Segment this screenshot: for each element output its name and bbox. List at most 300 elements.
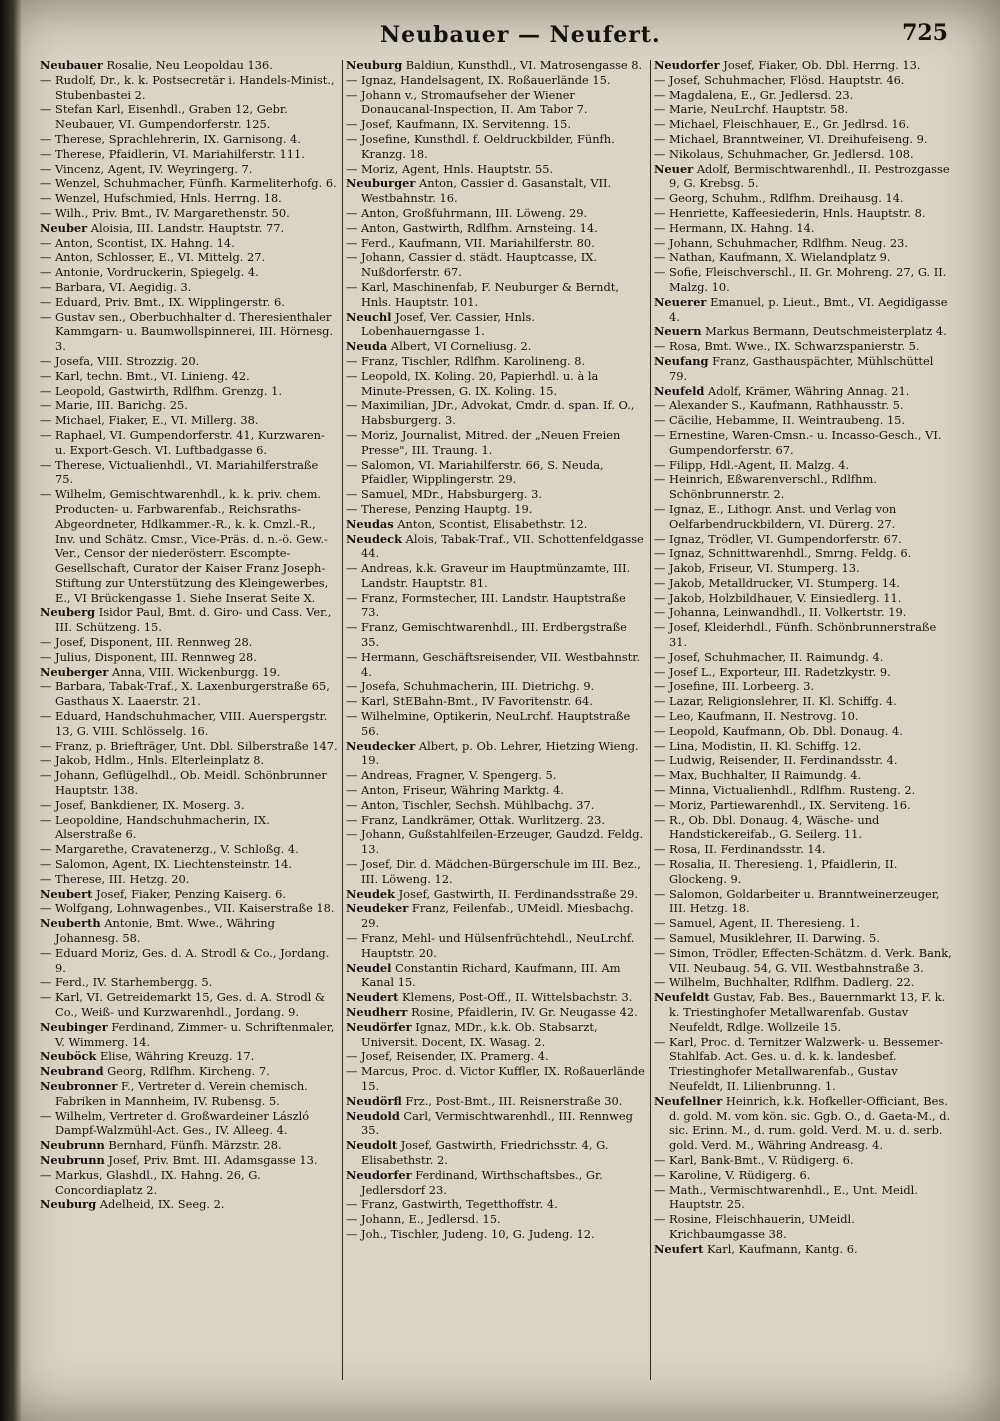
entry-text: Karl, Kaufmann, Kantg. 6.	[706, 1241, 858, 1256]
entry-text: — Karl, Bank-Bmt., V. Rüdigerg. 6.	[654, 1152, 854, 1167]
directory-entry	[346, 176, 646, 206]
entry-surname: Neudorfer	[346, 1167, 412, 1182]
entry-text: — Wilhelm, Vertreter d. Großwardeiner László Dampf-Walzmühl-Act. Ges., IV. Alleeg. 4.	[40, 1108, 310, 1138]
directory-entry	[654, 709, 954, 724]
entry-text: — Franz, Mehl- und Hülsenfrüchtehdl., NeuLrchf. Hauptstr. 20.	[346, 931, 635, 960]
directory-entry	[40, 990, 338, 1020]
entry-text: — Ignaz, Handelsagent, IX. Roßauerlände 15.	[346, 72, 611, 87]
entry-surname: Neufellner	[654, 1093, 723, 1108]
entry-text: Ferdinand, Zimmer- u. Schriftenmaler, V. Wimmerg. 14.	[55, 1019, 335, 1049]
entry-text: — Karl, Maschinenfab, F. Neuburger & Berndt, Hnls. Hauptstr. 101.	[346, 279, 619, 309]
directory-entry	[346, 1138, 646, 1168]
entry-surname: Neufert	[654, 1241, 704, 1256]
entry-text: — Wolfgang, Lohnwagenbes., VII. Kaiserstraße 18.	[40, 901, 335, 916]
directory-entry	[40, 280, 338, 295]
directory-entry	[654, 147, 954, 162]
entry-text: — Johann, Geflügelhdl., Ob. Meidl. Schönbrunner Hauptstr. 138.	[40, 768, 327, 798]
entry-surname: Neudel	[346, 960, 392, 975]
directory-entry	[654, 413, 954, 428]
entry-text: — Leopold, Gastwirth, Rdlfhm. Grenzg. 1.	[40, 383, 282, 398]
directory-entry	[346, 369, 646, 399]
directory-entry	[40, 176, 338, 191]
page-header	[0, 18, 1000, 50]
entry-text: — Johann, E., Jedlersd. 15.	[346, 1212, 501, 1227]
entry-text: Alois, Tabak-Traf., VII. Schottenfeldgasse 44.	[361, 531, 644, 561]
entry-text: — Samuel, Musiklehrer, II. Darwing. 5.	[654, 931, 880, 946]
entry-text: Elise, Währing Kreuzg. 17.	[99, 1049, 255, 1064]
directory-entry	[40, 1197, 338, 1212]
directory-entry	[40, 413, 338, 428]
directory-entry	[654, 990, 954, 1034]
entry-text: — Moriz, Journalist, Mitred. der „Neuen Freien Presse", III. Traung. 1.	[346, 427, 621, 457]
directory-entry	[40, 650, 338, 665]
directory-entry	[654, 58, 954, 73]
directory-entry	[40, 102, 338, 132]
entry-text: — Wenzel, Hufschmied, Hnls. Herrng. 18.	[40, 191, 282, 206]
entry-text: — Leo, Kaufmann, II. Nestrovg. 10.	[654, 709, 859, 724]
entry-surname: Neudert	[346, 990, 399, 1005]
entry-text: — Therese, Victualienhdl., VI. Mariahilferstraße 75.	[40, 457, 319, 487]
entry-surname: Neudek	[346, 886, 396, 901]
entry-text: — Johann, Gußstahlfeilen-Erzeuger, Gaudzd. Feldg. 13.	[346, 827, 644, 857]
entry-text: — Leopold, Kaufmann, Ob. Dbl. Donaug. 4.	[654, 723, 903, 738]
directory-entry	[346, 280, 646, 310]
entry-text: — Franz, Formstecher, III. Landstr. Hauptstraße 73.	[346, 590, 626, 620]
entry-text: Franz, Feilenfab., UMeidl. Miesbachg. 29.	[361, 901, 634, 931]
entry-text: — Anton, Großfuhrmann, III. Löweng. 29.	[346, 205, 588, 220]
entry-text: — Julius, Disponent, III. Rennweg 28.	[40, 649, 257, 664]
directory-entry	[346, 428, 646, 458]
entry-text: — Anton, Schlosser, E., VI. Mittelg. 27.	[40, 250, 266, 265]
directory-entry	[40, 901, 338, 916]
directory-entry	[346, 1227, 646, 1242]
directory-entry	[346, 162, 646, 177]
entry-text: — Markus, Glashdl., IX. Hahng. 26, G. Concordiaplatz 2.	[40, 1167, 261, 1197]
directory-entry	[40, 1079, 338, 1109]
directory-entry	[654, 73, 954, 88]
entry-text: — Karl, StEBahn-Bmt., IV Favoritenstr. 64.	[346, 694, 593, 709]
directory-entry	[346, 591, 646, 621]
entry-text: — Josef, Dir. d. Mädchen-Bürgerschule im III. Bez., III. Löweng. 12.	[346, 857, 641, 886]
directory-entry	[654, 339, 954, 354]
entry-text: — Moriz, Partiewarenhdl., IX. Serviteng. 16.	[654, 797, 911, 812]
directory-entry	[40, 842, 338, 857]
directory-entry	[40, 1064, 338, 1079]
entry-text: — Salomon, Agent, IX. Liechtensteinstr. 14.	[40, 857, 293, 872]
entry-text: — Josef, Disponent, III. Rennweg 28.	[40, 635, 253, 650]
entry-text: — Rudolf, Dr., k. k. Postsecretär i. Handels-Minist., Stubenbastei 2.	[40, 72, 335, 102]
entry-text: — Wilhelmine, Optikerin, NeuLrchf. Hauptstraße 56.	[346, 709, 631, 738]
directory-entry	[346, 1197, 646, 1212]
entry-text: — Ernestine, Waren-Cmsn.- u. Incasso-Gesch., VI. Gumpendorferstr. 67.	[654, 427, 942, 457]
entry-text: Ignaz, MDr., k.k. Ob. Stabsarzt, Universit. Docent, IX. Wasag. 2.	[361, 1019, 598, 1049]
entry-text: F., Vertreter d. Verein chemisch. Fabriken in Mannheim, IV. Rubensg. 5.	[55, 1078, 308, 1108]
entry-surname: Neubert	[40, 886, 93, 901]
entry-text: — Karl, VI. Getreidemarkt 15, Ges. d. A. Strodl & Co., Weiß- und Kurzwarenhdl., Jordang. 9.	[40, 990, 326, 1019]
entry-text: Georg, Rdlfhm. Kircheng. 7.	[107, 1064, 270, 1079]
entry-surname: Neubrunn	[40, 1138, 105, 1153]
entry-text: — Heinrich, Eßwarenverschl., Rdlfhm. Schönbrunnerstr. 2.	[654, 472, 877, 502]
entry-text: Rosine, Pfaidlerin, IV. Gr. Neugasse 42.	[411, 1005, 638, 1019]
entry-text: Klemens, Post-Off., II. Wittelsbachstr. 3.	[402, 990, 633, 1005]
entry-text: — Ferd., Kaufmann, VII. Mariahilferstr. 80.	[346, 235, 595, 250]
directory-entry	[346, 901, 646, 931]
directory-entry	[346, 798, 646, 813]
entry-text: — Wenzel, Schuhmacher, Fünfh. Karmeliterhofg. 6.	[40, 176, 337, 191]
entry-surname: Neudörfl	[346, 1093, 402, 1108]
entry-text: — Ludwig, Reisender, II. Ferdinandsstr. 4.	[654, 753, 898, 768]
entry-surname: Neudecker	[346, 738, 416, 753]
directory-entry	[40, 191, 338, 206]
directory-entry	[40, 916, 338, 946]
directory-entry	[654, 561, 954, 576]
directory-entry	[654, 724, 954, 739]
entry-text: — Josef, Schuhmacher, Flösd. Hauptstr. 46.	[654, 72, 905, 87]
directory-entry	[654, 221, 954, 236]
entry-text: — Johann, Schuhmacher, Rdlfhm. Neug. 23.	[654, 235, 908, 250]
directory-entry	[654, 532, 954, 547]
directory-entry	[654, 324, 954, 339]
entry-text: Baldiun, Kunsthdl., VI. Matrosengasse 8.	[405, 58, 643, 72]
entry-surname: Neuberth	[40, 916, 101, 931]
directory-entry	[346, 487, 646, 502]
running-head-title: Neubauer — Neufert.	[380, 22, 661, 48]
entry-text: Josef, Gastwirth, II. Ferdinandsstraße 29.	[398, 886, 639, 901]
entry-text: Heinrich, k.k. Hofkeller-Officiant, Bes. d. gold. M. vom kön. sic. Ggb. O., d. Gaeta-M., d. sic. Erinn. M., d. rum. gold. Verd. M. u. d. serb. gold. Verd. M., Währing Andreasg. 4.	[669, 1093, 951, 1153]
column-divider	[342, 60, 343, 1380]
entry-surname: Neuern	[654, 324, 702, 339]
directory-entry	[40, 58, 338, 73]
directory-entry	[40, 369, 338, 384]
entry-text: — Salomon, VI. Mariahilferstr. 66, S. Neuda, Pfaidler, Wipplingerstr. 29.	[346, 457, 604, 487]
entry-text: — Franz, p. Briefträger, Unt. Dbl. Silberstraße 147.	[40, 738, 338, 753]
directory-entry	[40, 946, 338, 976]
directory-entry	[346, 517, 646, 532]
entry-text: — Rosa, II. Ferdinandsstr. 14.	[654, 842, 826, 857]
directory-entry	[654, 591, 954, 606]
entry-text: — Sofie, Fleischverschl., II. Gr. Mohreng. 27, G. II. Malzg. 10.	[654, 265, 947, 294]
entry-text: — Barbara, VI. Aegidig. 3.	[40, 279, 192, 294]
entry-text: — Michael, Branntweiner, VI. Dreihufeiseng. 9.	[654, 131, 928, 146]
entry-text: Markus Bermann, Deutschmeisterplatz 4.	[705, 324, 947, 339]
entry-text: — Minna, Victualienhdl., Rdlfhm. Rusteng. 2.	[654, 783, 916, 798]
directory-entry	[346, 694, 646, 709]
directory-entry	[40, 236, 338, 251]
directory-entry	[40, 768, 338, 798]
entry-text: — Rosalia, II. Theresieng. 1, Pfaidlerin, II. Glockeng. 9.	[654, 857, 898, 886]
entry-surname: Neuburg	[346, 58, 403, 72]
directory-entry	[346, 236, 646, 251]
entry-text: Adelheid, IX. Seeg. 2.	[99, 1197, 225, 1212]
entry-text: Ferdinand, Wirthschaftsbes., Gr. Jedlersdorf 23.	[361, 1167, 603, 1197]
entry-surname: Neudold	[346, 1108, 400, 1123]
directory-entry	[654, 1153, 954, 1168]
directory-entry	[654, 1168, 954, 1183]
entry-text: Anna, VIII. Wickenburgg. 19.	[112, 664, 281, 679]
entry-text: Josef, Gastwirth, Friedrichsstr. 4, G. Elisabethstr. 2.	[361, 1138, 609, 1167]
entry-text: — Karl, techn. Bmt., VI. Linieng. 42.	[40, 368, 250, 383]
directory-entry	[654, 576, 954, 591]
directory-entry	[40, 605, 338, 635]
directory-entry	[40, 295, 338, 310]
entry-text: — Jakob, Metalldrucker, VI. Stumperg. 14.	[654, 575, 900, 590]
directory-entry	[654, 813, 954, 843]
entry-surname: Neudas	[346, 516, 394, 531]
directory-entry	[346, 1049, 646, 1064]
entry-text: — Therese, III. Hetzg. 20.	[40, 871, 190, 886]
entry-text: — Franz, Gemischtwarenhdl., III. Erdbergstraße 35.	[346, 620, 627, 650]
entry-text: — Georg, Schuhm., Rdlfhm. Dreihausg. 14.	[654, 191, 904, 206]
entry-text: Rosalie, Neu Leopoldau 136.	[106, 58, 273, 72]
directory-entry	[654, 472, 954, 502]
entry-text: Constantin Richard, Kaufmann, III. Am Kanal 15.	[361, 960, 621, 990]
directory-entry	[40, 132, 338, 147]
directory-entry	[40, 753, 338, 768]
directory-entry	[40, 206, 338, 221]
directory-entry	[654, 295, 954, 325]
directory-entry	[346, 827, 646, 857]
entry-text: Josef, Fiaker, Penzing Kaiserg. 6.	[96, 886, 287, 901]
directory-entry	[346, 561, 646, 591]
entry-surname: Neuber	[40, 220, 88, 235]
directory-entry	[654, 739, 954, 754]
entry-surname: Neubauer	[40, 58, 103, 72]
entry-text: — Moriz, Agent, Hnls. Hauptstr. 55.	[346, 161, 554, 176]
directory-entry	[654, 236, 954, 251]
directory-entry	[654, 102, 954, 117]
directory-entry	[40, 310, 338, 354]
entry-text: — Michael, Fleischhauer, E., Gr. Jedlrsd. 16.	[654, 117, 910, 132]
directory-entry	[654, 546, 954, 561]
entry-surname: Neufang	[654, 353, 709, 368]
directory-entry	[40, 354, 338, 369]
entry-text: — Cäcilie, Hebamme, II. Weintraubeng. 15.	[654, 413, 906, 428]
directory-entry	[40, 458, 338, 488]
directory-entry	[346, 117, 646, 132]
directory-entry	[40, 679, 338, 709]
entry-text: — Jakob, Hdlm., Hnls. Elterleinplatz 8.	[40, 753, 265, 768]
entry-surname: Neuberger	[40, 664, 109, 679]
directory-entry	[654, 931, 954, 946]
directory-entry	[654, 250, 954, 265]
entry-text: — Josefa, VIII. Strozzig. 20.	[40, 353, 200, 368]
directory-entry	[654, 857, 954, 887]
entry-text: — Anton, Friseur, Währing Marktg. 4.	[346, 783, 564, 798]
entry-text: Anton, Cassier d. Gasanstalt, VII. Westbahnstr. 16.	[361, 176, 612, 206]
column-divider	[650, 60, 651, 1380]
directory-entry	[346, 310, 646, 340]
directory-entry	[654, 753, 954, 768]
directory-entry	[40, 428, 338, 458]
directory-entry	[654, 265, 954, 295]
directory-entry	[40, 857, 338, 872]
entry-text: — Leopold, IX. Koling. 20, Papierhdl. u. à la Minute-Pressen, G. IX. Koling. 15.	[346, 368, 599, 398]
directory-entry	[40, 813, 338, 843]
entry-text: — Ignaz, E., Lithogr. Anst. und Verlag von Oelfarbendruckbildern, VI. Dürerg. 27.	[654, 501, 897, 531]
entry-text: — Simon, Trödler, Effecten-Schätzm. d. Verk. Bank, VII. Neubaug. 54, G. VII. Westbahnstraße 3.	[654, 945, 952, 975]
entry-text: — R., Ob. Dbl. Donaug. 4, Wäsche- und Handstickereifab., G. Seilerg. 11.	[654, 812, 880, 842]
directory-entry	[654, 398, 954, 413]
entry-text: Emanuel, p. Lieut., Bmt., VI. Aegidigasse 4.	[669, 294, 948, 324]
entry-text: Adolf, Krämer, Währing Annag. 21.	[708, 383, 910, 398]
entry-text: — Franz, Tischler, Rdlfhm. Karolineng. 8.	[346, 353, 586, 368]
entry-text: — Eduard Moriz, Ges. d. A. Strodl & Co., Jordang. 9.	[40, 945, 330, 975]
directory-entry	[40, 250, 338, 265]
entry-text: — Joh., Tischler, Judeng. 10, G. Judeng. 12.	[346, 1226, 595, 1241]
directory-entry	[654, 1212, 954, 1242]
directory-entry	[346, 250, 646, 280]
entry-text: Franz, Gasthauspächter, Mühlschüttel 79.	[669, 353, 934, 383]
directory-entry	[40, 975, 338, 990]
column-3	[654, 58, 954, 1398]
directory-entry	[40, 739, 338, 754]
entry-text: — Max, Buchhalter, II Raimundg. 4.	[654, 768, 862, 783]
directory-entry	[346, 1020, 646, 1050]
entry-text: — Josef, Kaufmann, IX. Servitenng. 15.	[346, 117, 571, 132]
entry-text: — Maximilian, JDr., Advokat, Cmdr. d. span. If. O., Habsburgerg. 3.	[346, 398, 635, 428]
entry-text: — Jakob, Friseur, VI. Stumperg. 13.	[654, 561, 860, 576]
entry-text: — Wilhelm, Gemischtwarenhdl., k. k. priv. chem. Producten- u. Farbwarenfab., Reichsraths-Abgeordneter, Hdlkammer.-R., k. k. Cmzl.-R., Inv. und Schätz. Cmsr., Vice-Präs. d. n.-ö. Gew.-Ver., Censor der niederösterr. Escompte-Gesellschaft, Curator der Kaiser Franz Joseph-Stiftung zur Unterstützung des Kleingewerbes, E., VI Brückengasse 1. Siehe Inserat Seite X.	[40, 487, 329, 605]
entry-text: — Vincenz, Agent, IV. Weyringerg. 7.	[40, 161, 253, 176]
directory-entry	[346, 1094, 646, 1109]
directory-entry	[346, 679, 646, 694]
entry-surname: Neudolt	[346, 1138, 398, 1153]
entry-text: Albert, p. Ob. Lehrer, Hietzing Wieng. 19.	[361, 738, 639, 768]
entry-surname: Neuchl	[346, 309, 392, 324]
directory-entry	[346, 88, 646, 118]
entry-surname: Neuberg	[40, 605, 96, 620]
entry-text: Carl, Vermischtwarenhdl., III. Rennweg 35.	[361, 1108, 633, 1138]
directory-entry	[654, 665, 954, 680]
entry-text: — Samuel, Agent, II. Theresieng. 1.	[654, 916, 860, 931]
entry-text: — Wilhelm, Buchhalter, Rdlfhm. Dadlerg. 22.	[654, 975, 915, 990]
entry-text: — Marie, III. Barichg. 25.	[40, 398, 188, 413]
entry-text: — Andreas, k.k. Graveur im Hauptmünzamte, III. Landstr. Hauptstr. 81.	[346, 561, 631, 590]
directory-entry	[40, 665, 338, 680]
directory-entry	[654, 916, 954, 931]
entry-text: — Josef, Schuhmacher, II. Raimundg. 4.	[654, 649, 884, 664]
directory-entry	[346, 502, 646, 517]
entry-text: Antonie, Bmt. Wwe., Währing Johannesg. 58.	[55, 916, 275, 946]
directory-entry	[40, 265, 338, 280]
directory-entry	[346, 783, 646, 798]
directory-entry	[40, 1109, 338, 1139]
entry-surname: Neudeker	[346, 901, 409, 916]
entry-text: — Barbara, Tabak-Traf., X. Laxenburgerstraße 65, Gasthaus X. Laaerstr. 21.	[40, 679, 330, 709]
directory-entry	[346, 931, 646, 961]
directory-entry	[654, 354, 954, 384]
entry-surname: Neubrunn	[40, 1152, 105, 1167]
directory-entry	[40, 872, 338, 887]
directory-entry	[346, 1212, 646, 1227]
entry-text: Frz., Post-Bmt., III. Reisnerstraße 30.	[405, 1093, 623, 1108]
directory-entry	[346, 768, 646, 783]
entry-surname: Neuer	[654, 161, 694, 176]
directory-entry	[346, 1064, 646, 1094]
entry-surname: Neufeldt	[654, 990, 710, 1005]
directory-entry	[654, 842, 954, 857]
directory-entry	[346, 73, 646, 88]
directory-entry	[346, 650, 646, 680]
entry-text: — Stefan Karl, Eisenhdl., Graben 12, Gebr. Neubauer, VI. Gumpendorferstr. 125.	[40, 102, 288, 132]
entry-text: — Raphael, VI. Gumpendorferstr. 41, Kurzwaren- u. Export-Gesch. VI. Luftbadgasse 6.	[40, 427, 325, 457]
entry-text: — Nikolaus, Schuhmacher, Gr. Jedlersd. 108.	[654, 146, 914, 161]
directory-entry	[346, 458, 646, 488]
entry-text: — Lina, Modistin, II. Kl. Schiffg. 12.	[654, 738, 862, 753]
directory-entry	[346, 813, 646, 828]
directory-entry	[654, 694, 954, 709]
entry-surname: Neubronner	[40, 1078, 118, 1093]
directory-entry	[654, 428, 954, 458]
directory-entry	[654, 117, 954, 132]
entry-text: — Henriette, Kaffeesiederin, Hnls. Hauptstr. 8.	[654, 205, 926, 220]
directory-entry	[346, 1109, 646, 1139]
directory-entry	[40, 1138, 338, 1153]
entry-text: — Johanna, Leinwandhdl., II. Volkertstr. 19.	[654, 605, 907, 620]
directory-entry	[654, 620, 954, 650]
entry-text: — Leopoldine, Handschuhmacherin, IX. Alserstraße 6.	[40, 812, 270, 842]
entry-surname: Neudherr	[346, 1005, 408, 1019]
entry-text: — Ferd., IV. Starhembergg. 5.	[40, 975, 213, 990]
directory-entry	[654, 502, 954, 532]
directory-entry	[40, 1153, 338, 1168]
directory-entry	[346, 990, 646, 1005]
directory-entry	[346, 961, 646, 991]
entry-text: — Andreas, Fragner, V. Spengerg. 5.	[346, 768, 557, 783]
entry-text: — Margarethe, Cravatenerzg., V. Schloßg. 4.	[40, 842, 299, 857]
entry-text: — Samuel, MDr., Habsburgerg. 3.	[346, 487, 543, 502]
entry-surname: Neuburger	[346, 176, 416, 191]
entry-text: — Anton, Scontist, IX. Hahng. 14.	[40, 235, 235, 250]
entry-text: — Therese, Sprachlehrerin, IX. Garnisong. 4.	[40, 131, 301, 146]
directory-entry	[40, 147, 338, 162]
directory-entry	[40, 709, 338, 739]
directory-entry	[40, 798, 338, 813]
directory-entry	[346, 206, 646, 221]
directory-entry	[346, 1005, 646, 1020]
directory-entry	[346, 532, 646, 562]
entry-text: — Eduard, Priv. Bmt., IX. Wipplingerstr. 6.	[40, 294, 285, 309]
directory-entry	[654, 946, 954, 976]
directory-entry	[654, 1183, 954, 1213]
directory-entry	[40, 1168, 338, 1198]
entry-text: — Anton, Tischler, Sechsh. Mühlbachg. 37.	[346, 797, 595, 812]
entry-surname: Neuerer	[654, 294, 707, 309]
entry-text: — Josefine, Kunsthdl. f. Oeldruckbilder, Fünfh. Kranzg. 18.	[346, 131, 615, 161]
entry-text: — Karl, Proc. d. Ternitzer Walzwerk- u. Bessemer-Stahlfab. Act. Ges. u. d. k. k. landesbef. Triestinghofer Metallwarenfab., Gustav Neufeldt, II. Lilienbrunng. 1.	[654, 1034, 944, 1093]
directory-entry	[40, 162, 338, 177]
entry-surname: Neufeld	[654, 383, 705, 398]
entry-text: — Therese, Penzing Hauptg. 19.	[346, 501, 533, 516]
column-2	[346, 58, 646, 1398]
entry-text: — Josefa, Schuhmacherin, III. Dietrichg. 9.	[346, 679, 595, 694]
entry-surname: Neubrand	[40, 1064, 104, 1079]
directory-entry	[654, 458, 954, 473]
directory-entry	[654, 679, 954, 694]
directory-entry	[346, 857, 646, 887]
entry-text: — Math., Vermischtwarenhdl., E., Unt. Meidl. Hauptstr. 25.	[654, 1182, 918, 1212]
entry-text: — Johann v., Stromaufseher der Wiener Donaucanal-Inspection, II. Am Tabor 7.	[346, 87, 588, 117]
entry-surname: Neubinger	[40, 1019, 108, 1034]
directory-entry	[40, 887, 338, 902]
entry-text: — Ignaz, Schnittwarenhdl., Smrng. Feldg. 6.	[654, 546, 912, 561]
directory-entry	[346, 354, 646, 369]
entry-surname: Neudorfer	[654, 58, 720, 72]
directory-entry	[346, 887, 646, 902]
entry-text: — Franz, Landkrämer, Ottak. Wurlitzerg. 23.	[346, 812, 605, 827]
directory-entry	[346, 58, 646, 73]
entry-text: — Johann, Cassier d. städt. Hauptcasse, IX. Nußdorferstr. 67.	[346, 250, 597, 280]
